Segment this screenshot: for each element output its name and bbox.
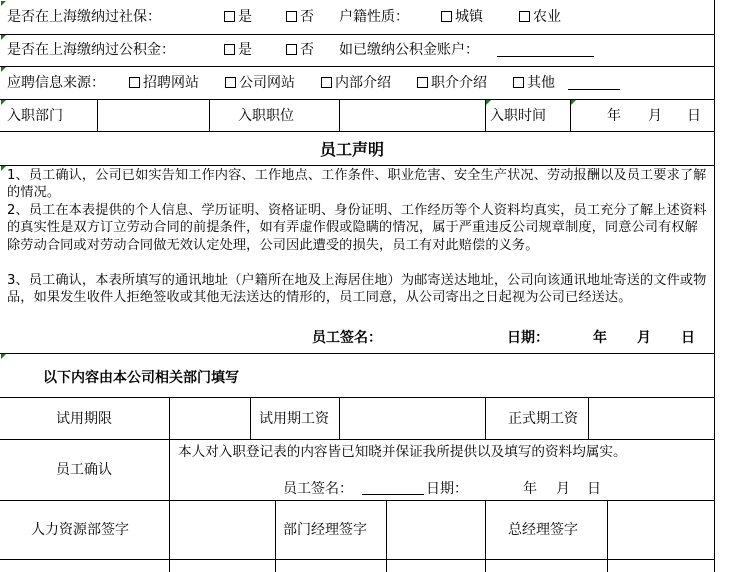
cell-divider (250, 397, 251, 440)
confirm-month-label: 月 (556, 481, 570, 497)
checkbox[interactable] (441, 11, 452, 22)
checkbox[interactable] (224, 44, 235, 55)
option-label: 否 (300, 42, 314, 58)
checkbox[interactable] (224, 11, 235, 22)
cell-comment-marker (1, 67, 6, 72)
source-option-agency[interactable] (417, 75, 487, 91)
cell-comment-marker (486, 100, 491, 105)
source-other-field[interactable] (568, 76, 620, 90)
entry-day-label: 日 (687, 108, 701, 124)
cell-divider (275, 500, 276, 572)
entry-year-label: 年 (607, 108, 621, 124)
checkbox[interactable] (129, 77, 140, 88)
cell-divider (386, 500, 387, 572)
housing-fund-no-option[interactable] (286, 42, 314, 58)
regular-salary-label: 正式期工资 (508, 411, 578, 427)
probation-salary-label: 试用期工资 (259, 411, 329, 427)
option-label: 内部介绍 (335, 75, 391, 91)
dept-manager-signature-label: 部门经理签字 (283, 522, 367, 538)
probation-period-label: 试用期限 (56, 411, 112, 427)
hr-signature-label: 人力资源部签字 (31, 522, 129, 538)
row-divider (0, 165, 715, 166)
table-right-border (714, 0, 715, 572)
cell-comment-marker (1, 1, 6, 6)
declaration-day-label: 日 (681, 330, 695, 346)
source-option-other[interactable] (513, 75, 555, 91)
option-label: 其他 (527, 75, 555, 91)
cell-divider (97, 99, 98, 132)
hukou-urban-option[interactable] (441, 9, 483, 25)
row-divider (0, 99, 715, 100)
checkbox[interactable] (321, 77, 332, 88)
employee-confirm-statement: 本人对入职登记表的内容皆已知晓并保证我所提供以及填写的资料均属实。 (178, 444, 627, 460)
declaration-clause-3: 3、员工确认，本表所填写的通讯地址（户籍所在地及上海居住地）为邮寄送达地址，公司向该通讯地址寄送的文件或物品，如果发生收件人拒绝签收或其他无法送达的情形的，员工同意，从公司寄出之日起视为公司已经送达。 (7, 273, 707, 306)
employee-confirm-label: 员工确认 (56, 462, 112, 478)
cell-divider (485, 397, 486, 440)
option-label: 招聘网站 (143, 75, 199, 91)
hukou-rural-option[interactable] (519, 9, 561, 25)
housing-fund-yes-option[interactable] (224, 42, 252, 58)
cell-comment-marker (1, 166, 6, 171)
checkbox[interactable] (286, 11, 297, 22)
cell-divider (169, 397, 170, 572)
checkbox[interactable] (225, 77, 236, 88)
option-label: 是 (238, 42, 252, 58)
row-divider (0, 66, 715, 67)
cell-comment-marker (1, 354, 6, 359)
cell-comment-marker (1, 100, 6, 105)
confirm-year-label: 年 (523, 481, 537, 497)
row-divider (0, 397, 715, 398)
source-option-company-site[interactable] (225, 75, 295, 91)
general-manager-signature-label: 总经理签字 (508, 522, 578, 538)
source-option-job-site[interactable] (129, 75, 199, 91)
option-label: 农业 (533, 9, 561, 25)
declaration-clause-1: 1、员工确认，公司已如实告知工作内容、工作地点、工作条件、职业危害、安全生产状况、劳动报酬以及员工要求了解的情况。 (7, 168, 707, 201)
declaration-title: 员工声明 (320, 140, 385, 159)
cell-comment-marker (1, 35, 6, 40)
housing-fund-account-field[interactable] (497, 43, 594, 57)
checkbox[interactable] (286, 44, 297, 55)
declaration-year-label: 年 (593, 330, 607, 346)
hukou-type-label: 户籍性质： (339, 9, 409, 25)
social-insurance-question: 是否在上海缴纳过社保： (7, 9, 161, 25)
source-label: 应聘信息来源： (7, 75, 105, 91)
cell-divider (209, 99, 210, 132)
row-divider (0, 131, 715, 132)
social-insurance-no-option[interactable] (286, 9, 314, 25)
option-label: 城镇 (455, 9, 483, 25)
source-option-referral[interactable] (321, 75, 391, 91)
declaration-clause-2: 2、员工在本表提供的个人信息、学历证明、资格证明、身份证明、工作经历等个人资料均真实，员工充分了解上述资料的真实性是双方订立劳动合同的前提条件，如有弄虚作假或隐瞒的情况，属于严重违反公司规章制度，同意公司有权解除劳动合同或对劳动合同做无效认定处理，公司因此遭受的损失，员工有对此赔偿的义务。 (7, 203, 707, 253)
confirm-date-label: 日期： (426, 481, 468, 497)
row-divider (0, 353, 715, 354)
option-label: 公司网站 (239, 75, 295, 91)
option-label: 是 (238, 9, 252, 25)
cell-divider (485, 500, 486, 572)
entry-month-label: 月 (648, 108, 662, 124)
entry-position-label: 入职职位 (238, 108, 294, 124)
confirm-day-label: 日 (587, 481, 601, 497)
entry-time-label: 入职时间 (490, 108, 546, 124)
option-label: 职介介绍 (431, 75, 487, 91)
confirm-signature-label: 员工签名： (283, 481, 353, 497)
cell-comment-marker (571, 100, 576, 105)
housing-fund-question: 是否在上海缴纳过公积金： (7, 42, 175, 58)
declaration-date-label: 日期： (507, 330, 549, 346)
social-insurance-yes-option[interactable] (224, 9, 252, 25)
housing-fund-account-label: 如已缴纳公积金账户： (339, 42, 479, 58)
row-divider (0, 439, 715, 440)
company-section-heading: 以下内容由本公司相关部门填写 (43, 370, 239, 386)
cell-divider (607, 500, 608, 572)
option-label: 否 (300, 9, 314, 25)
checkbox[interactable] (417, 77, 428, 88)
cell-divider (339, 397, 340, 440)
row-divider (0, 34, 715, 35)
cell-divider (339, 99, 340, 132)
declaration-month-label: 月 (637, 330, 651, 346)
checkbox[interactable] (519, 11, 530, 22)
confirm-signature-field[interactable] (362, 481, 424, 495)
declaration-signature-label: 员工签名： (312, 330, 382, 346)
cell-divider (588, 397, 589, 440)
entry-department-label: 入职部门 (7, 108, 63, 124)
checkbox[interactable] (513, 77, 524, 88)
